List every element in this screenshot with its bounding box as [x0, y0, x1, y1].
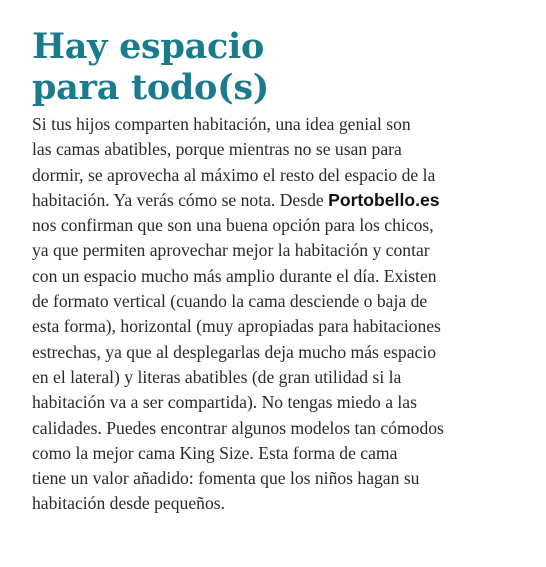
body-line: Si tus hijos comparten habitación, una idea genial son — [32, 114, 411, 134]
body-line-text: habitación. Ya verás cómo se nota. Desde — [32, 189, 329, 210]
body-line: como la mejor cama King Size. Esta forma de cama — [32, 442, 398, 463]
body-line: estrechas, ya que al desplegarlas deja mucho más espacio — [32, 341, 437, 362]
body-line: habitación va a ser compartida). No tengas miedo a las — [32, 392, 417, 413]
headline-line-1: Hay espacio — [32, 26, 265, 67]
article-body — [32, 112, 532, 517]
body-line: ya que permiten aprovechar mejor la habitación y contar — [32, 240, 430, 261]
headline-line-2: para todo(s) — [32, 67, 270, 108]
body-line: dormir, se aprovecha al máximo el resto del espacio de la — [32, 164, 436, 185]
body-line: las camas abatibles, porque mientras no se usan para — [32, 139, 402, 160]
body-line: con un espacio mucho más amplio durante el día. Existen — [32, 265, 437, 286]
body-line: nos confirman que son una buena opción para los chicos, — [32, 215, 434, 236]
body-line: en el lateral) y literas abatibles (de gran utilidad si la — [32, 366, 402, 387]
article — [32, 26, 532, 517]
body-line: calidades. Puedes encontrar algunos modelos tan cómodos — [32, 417, 444, 438]
body-line: tiene un valor añadido: fomenta que los niños hagan su — [32, 468, 420, 489]
article-headline — [32, 26, 532, 108]
body-line: esta forma), horizontal (muy apropiadas para habitaciones — [32, 316, 441, 337]
body-line: habitación desde pequeños. — [32, 493, 225, 514]
body-line — [32, 188, 532, 213]
brand-name: Portobello.es — [328, 189, 440, 210]
body-line: de formato vertical (cuando la cama desciende o baja de — [32, 291, 428, 312]
